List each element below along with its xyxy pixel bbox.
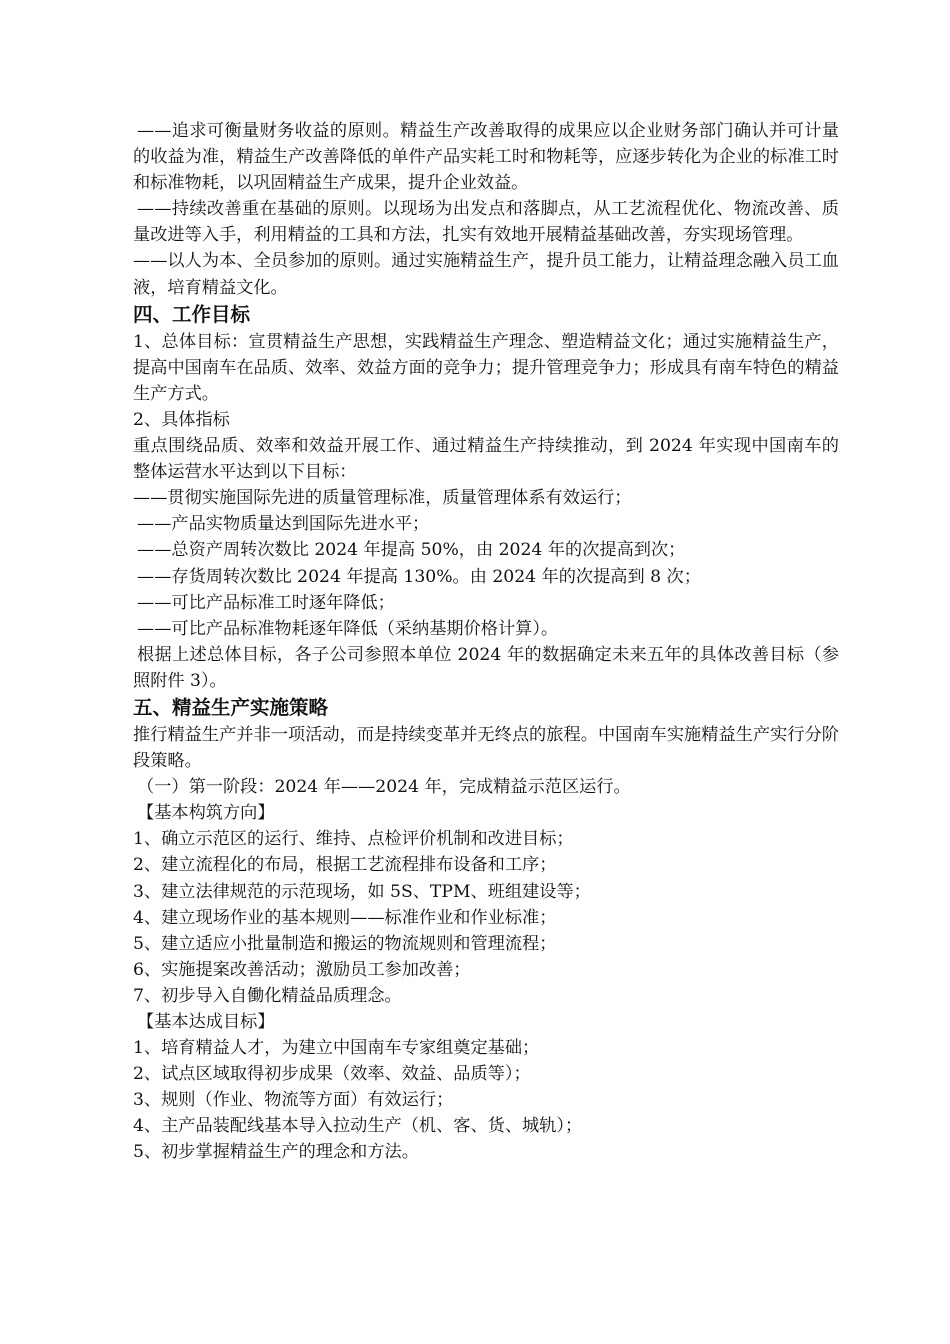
goal-item-3: 3、规则（作业、物流等方面）有效运行； [133,1090,454,1111]
direction-item-7: 7、初步导入自働化精益品质理念。 [133,985,402,1006]
indicator-quality-system: ——贯彻实施国际先进的质量管理标准，质量管理体系有效运行； [133,488,632,509]
document-page [133,118,839,1166]
specific-indicators-intro: 重点围绕品质、效率和效益开展工作、通过精益生产持续推动，到 2024 年实现中国南车的整体运营水平达到以下目标： [133,436,839,483]
indicator-asset-turnover: ——总资产周转次数比 2024 年提高 50%，由 2024 年的次提高到次； [137,540,686,561]
principle-financial-benefit: ——追求可衡量财务收益的原则。精益生产改善取得的成果应以企业财务部门确认并可计量的收益为准，精益生产改善降低的单件产品实耗工时和物耗等，应逐步转化为企业的标准工时和标准物耗，以巩固精益生产成果，提升企业效益。 [133,121,839,194]
basic-goals-label: 【基本达成目标】 [137,1012,275,1032]
goal-item-1: 1、培育精益人才，为建立中国南车专家组奠定基础； [133,1038,540,1059]
principle-continuous-improvement: ——持续改善重在基础的原则。以现场为出发点和落脚点，从工艺流程优化、物流改善、质量改进等入手，利用精益的工具和方法，扎实有效地开展精益基础改善，夯实现场管理。 [133,199,839,246]
subsidiary-targets-note: 根据上述总体目标，各子公司参照本单位 2024 年的数据确定未来五年的具体改善目标（参照附件 3）。 [133,644,839,691]
phase-one-title: （一）第一阶段：2024 年——2024 年，完成精益示范区运行。 [137,777,631,798]
overall-goal: 1、总体目标：宣贯精益生产思想，实践精益生产理念、塑造精益文化；通过实施精益生产，提高中国南车在品质、效率、效益方面的竞争力；提升管理竞争力；形成具有南车特色的精益生产方式。 [133,331,839,404]
basic-direction-label: 【基本构筑方向】 [137,803,275,824]
direction-item-2: 2、建立流程化的布局，根据工艺流程排布设备和工序； [133,855,557,876]
direction-item-6: 6、实施提案改善活动；激励员工参加改善； [133,959,471,980]
direction-item-4: 4、建立现场作业的基本规则——标准作业和作业标准； [133,907,557,928]
goal-item-4: 4、主产品装配线基本导入拉动生产（机、客、货、城轨）； [133,1116,583,1137]
indicator-standard-hours: ——可比产品标准工时逐年降低； [137,592,395,613]
indicator-product-quality: ——产品实物质量达到国际先进水平； [137,514,430,535]
direction-item-5: 5、建立适应小批量制造和搬运的物流规则和管理流程； [133,933,557,954]
section-heading-work-goals: 四、工作目标 [133,302,251,326]
strategy-intro: 推行精益生产并非一项活动，而是持续变革并无终点的旅程。中国南车实施精益生产实行分阶段策略。 [133,724,839,772]
goal-item-5: 5、初步掌握精益生产的理念和方法。 [133,1142,419,1163]
goal-item-2: 2、试点区域取得初步成果（效率、效益、品质等）； [133,1064,531,1085]
specific-indicators-label: 2、具体指标 [133,409,230,430]
direction-item-3: 3、建立法律规范的示范现场，如 5S、TPM、班组建设等； [133,881,591,902]
section-heading-strategy: 五、精益生产实施策略 [133,695,329,719]
direction-item-1: 1、确立示范区的运行、维持、点检评价机制和改进目标； [133,829,574,850]
indicator-inventory-turnover: ——存货周转次数比 2024 年提高 130%。由 2024 年的次提高到 8 次； [137,566,701,587]
indicator-standard-materials: ——可比产品标准物耗逐年降低（采纳基期价格计算）。 [137,618,559,639]
principle-people-oriented: ——以人为本、全员参加的原则。通过实施精益生产，提升员工能力，让精益理念融入员工血液，培育精益文化。 [133,251,839,298]
